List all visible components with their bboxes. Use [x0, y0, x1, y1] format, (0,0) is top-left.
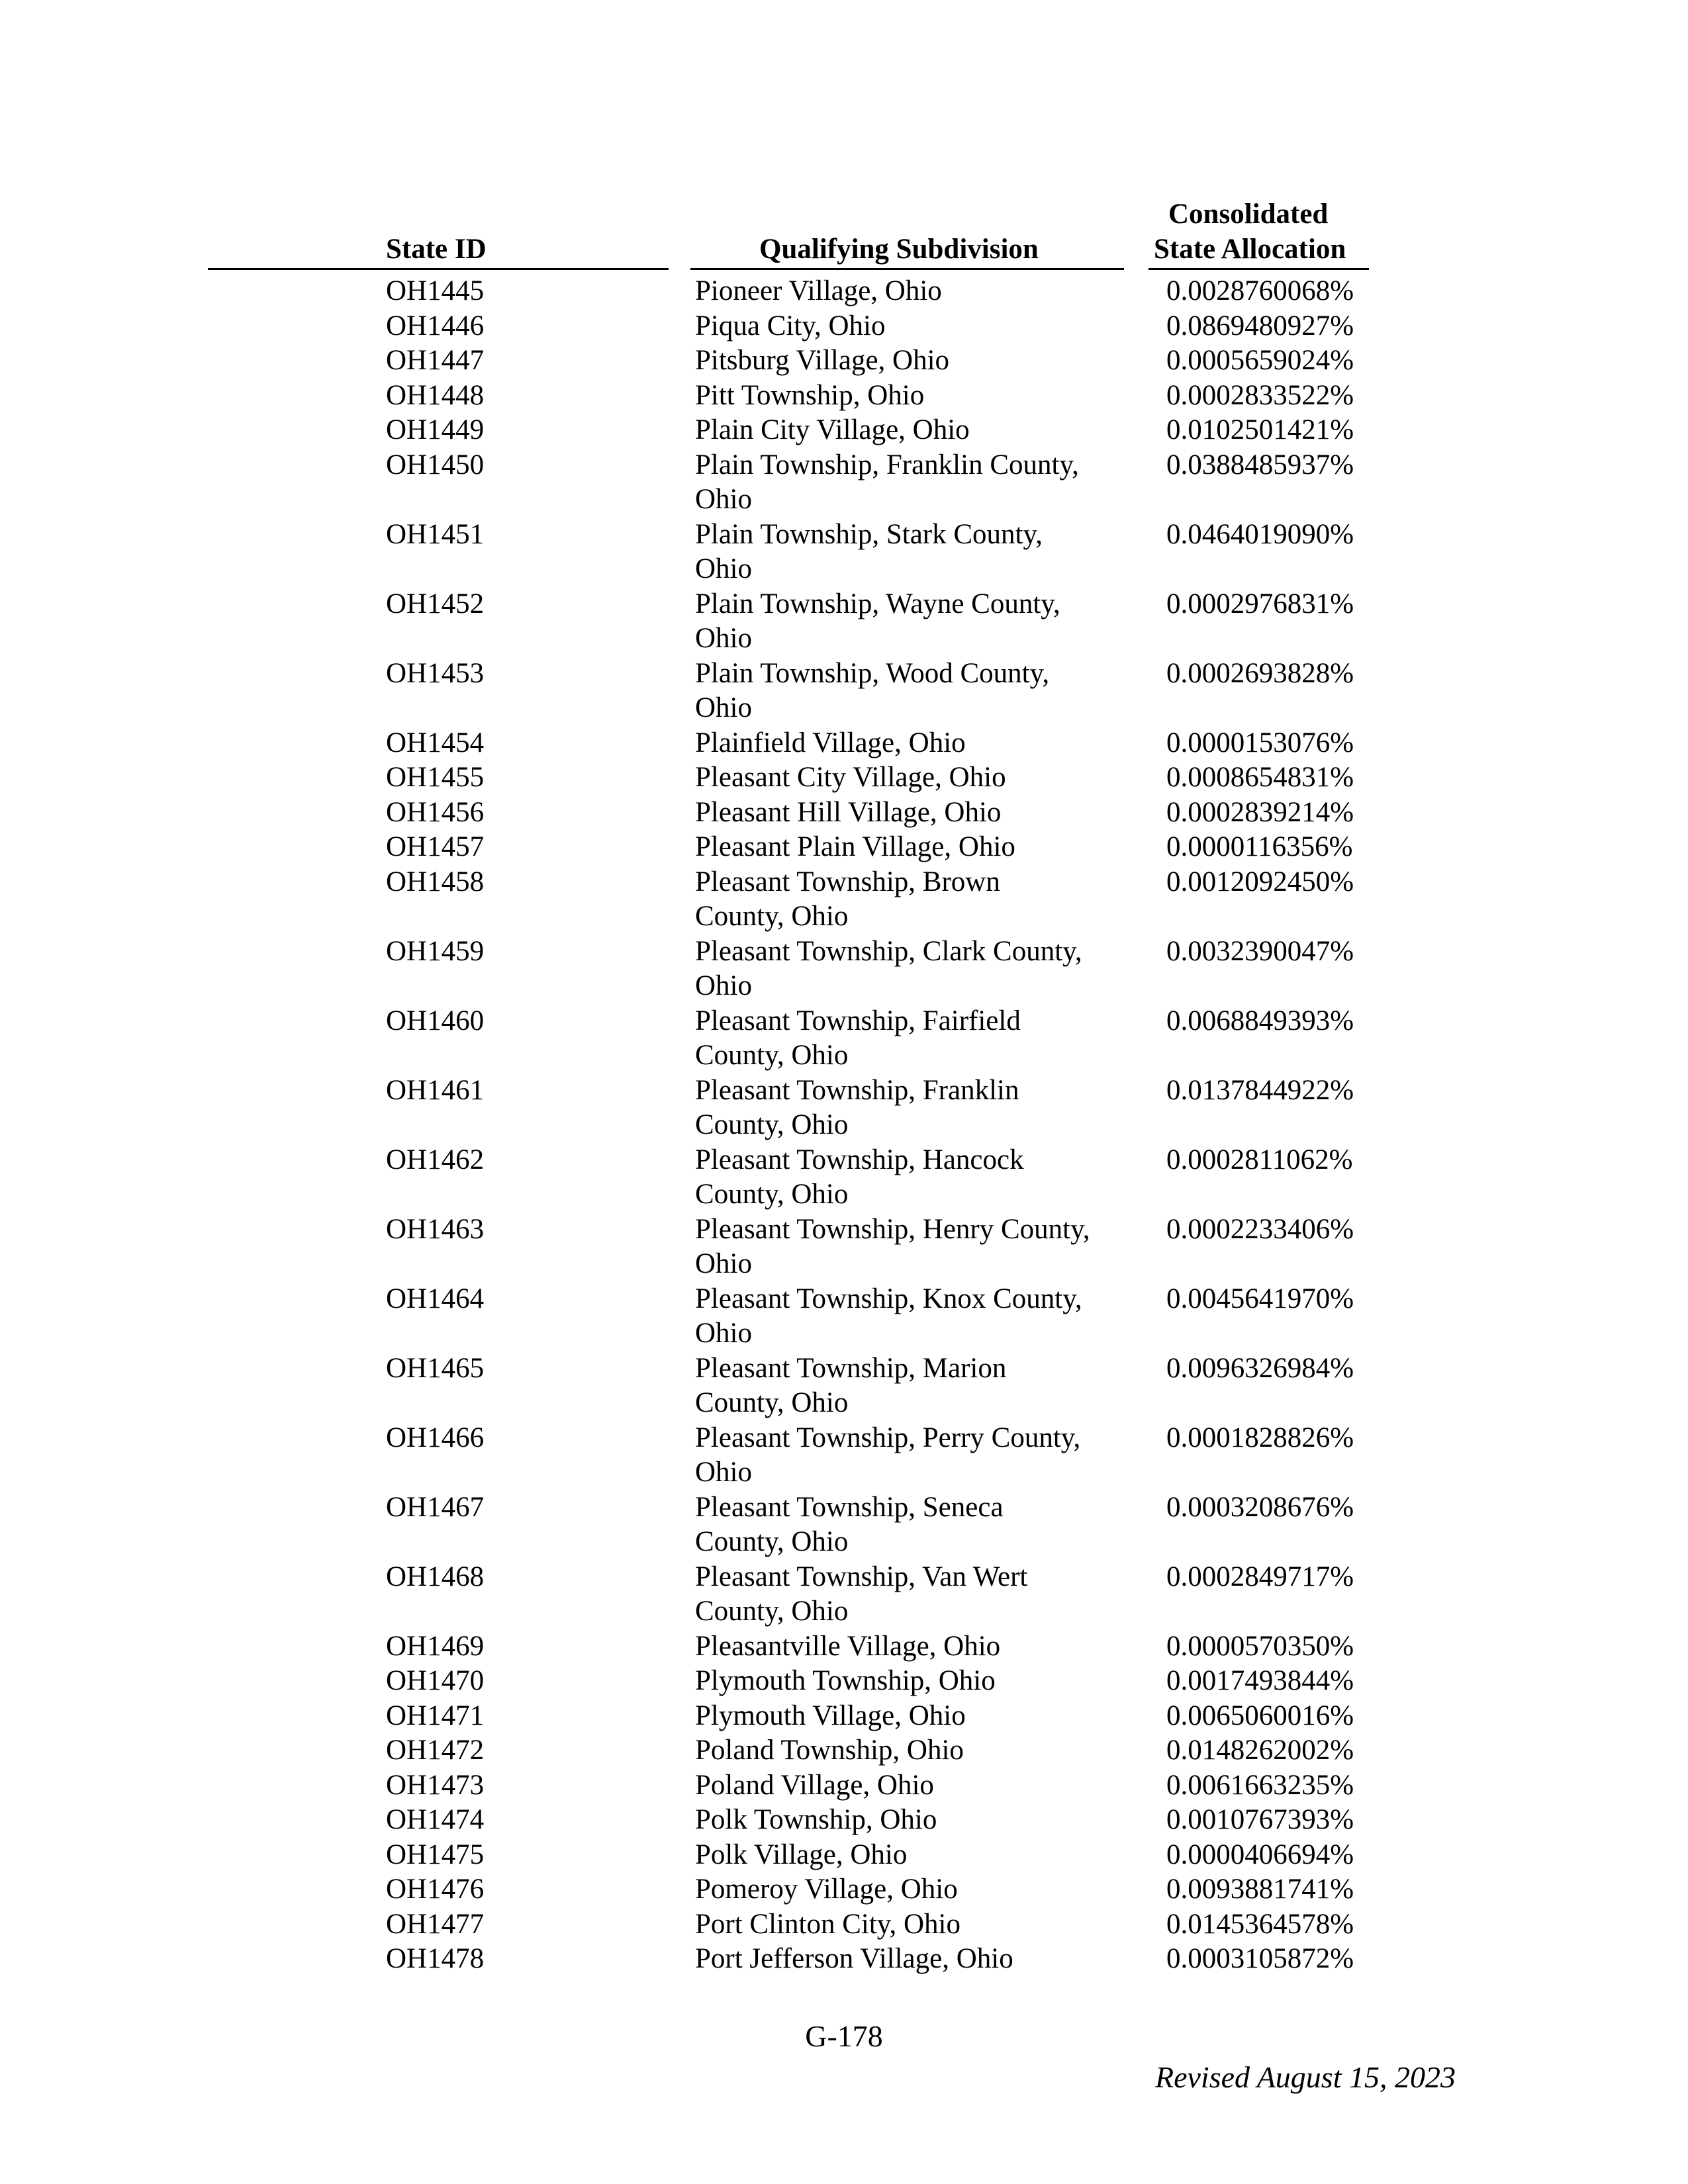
- allocation-cell: 0.0002811062%: [1166, 1144, 1353, 1175]
- state-id-cell: OH1461: [386, 1074, 485, 1106]
- allocation-cell: 0.0000116356%: [1166, 831, 1353, 862]
- subdivision-cell: Polk Township, Ohio: [695, 1804, 937, 1835]
- allocation-cell: 0.0145364578%: [1166, 1908, 1354, 1940]
- subdivision-cell: Pomeroy Village, Ohio: [695, 1874, 958, 1905]
- table-row: [0, 1351, 1688, 1421]
- state-id-cell: OH1468: [386, 1561, 485, 1592]
- table-row: [0, 1872, 1688, 1907]
- allocation-cell: 0.0008654831%: [1166, 762, 1354, 793]
- state-id-cell: OH1447: [386, 345, 485, 376]
- subdivision-cell: Plain City Village, Ohio: [695, 414, 970, 445]
- table-row: [0, 1143, 1688, 1212]
- subdivision-cell: Plain Township, Wood County, Ohio: [695, 657, 1050, 723]
- allocation-cell: 0.0002849717%: [1166, 1561, 1354, 1592]
- state-id-cell: OH1460: [386, 1005, 485, 1036]
- subdivision-cell: Pleasant City Village, Ohio: [695, 762, 1006, 793]
- allocation-cell: 0.0003105872%: [1166, 1943, 1354, 1974]
- table-row: [0, 1907, 1688, 1942]
- header-allocation-line2: State Allocation: [1154, 234, 1346, 265]
- state-id-cell: OH1448: [386, 379, 485, 411]
- subdivision-cell: Pleasant Township, Clark County, Ohio: [695, 935, 1082, 1001]
- allocation-cell: 0.0388485937%: [1166, 449, 1354, 480]
- table-row: [0, 1768, 1688, 1803]
- state-id-cell: OH1451: [386, 518, 485, 550]
- subdivision-cell: Poland Township, Ohio: [695, 1735, 964, 1766]
- state-id-cell: OH1459: [386, 935, 485, 967]
- state-id-cell: OH1472: [386, 1735, 485, 1766]
- state-id-cell: OH1466: [386, 1422, 485, 1453]
- table-row: [0, 1282, 1688, 1351]
- table-row: [0, 1699, 1688, 1734]
- table-row: [0, 1629, 1688, 1664]
- allocation-cell: 0.0012092450%: [1166, 866, 1354, 897]
- table-row: [0, 413, 1688, 448]
- state-id-cell: OH1450: [386, 449, 485, 480]
- table-row: [0, 1421, 1688, 1490]
- state-id-cell: OH1452: [386, 588, 485, 619]
- allocation-cell: 0.0005659024%: [1166, 345, 1354, 376]
- table-row: [0, 1942, 1688, 1977]
- table-row: [0, 309, 1688, 344]
- state-id-cell: OH1463: [386, 1213, 485, 1245]
- state-id-cell: OH1457: [386, 831, 485, 862]
- table-row: [0, 1733, 1688, 1768]
- table-row: [0, 830, 1688, 865]
- state-id-cell: OH1445: [386, 275, 485, 306]
- allocation-cell: 0.0869480927%: [1166, 310, 1354, 341]
- subdivision-cell: Plain Township, Wayne County, Ohio: [695, 588, 1060, 654]
- header-qualifying-subdivision: Qualifying Subdivision: [759, 234, 1039, 265]
- allocation-cell: 0.0002233406%: [1166, 1213, 1354, 1245]
- state-id-cell: OH1446: [386, 310, 485, 341]
- state-id-cell: OH1449: [386, 414, 485, 445]
- state-id-cell: OH1462: [386, 1144, 485, 1175]
- header-state-id: State ID: [386, 234, 487, 265]
- subdivision-cell: Pleasant Hill Village, Ohio: [695, 796, 1002, 828]
- subdivision-cell: Poland Village, Ohio: [695, 1769, 934, 1801]
- state-id-cell: OH1474: [386, 1804, 485, 1835]
- table-row: [0, 274, 1688, 309]
- table-row: [0, 865, 1688, 934]
- subdivision-cell: Plymouth Township, Ohio: [695, 1665, 996, 1696]
- state-id-cell: OH1465: [386, 1352, 485, 1384]
- state-id-cell: OH1454: [386, 727, 485, 758]
- state-id-cell: OH1470: [386, 1665, 485, 1696]
- allocation-cell: 0.0002976831%: [1166, 588, 1354, 619]
- table-row: [0, 934, 1688, 1004]
- subdivision-cell: Pleasant Township, Van Wert County, Ohio: [695, 1561, 1028, 1627]
- allocation-cell: 0.0010767393%: [1166, 1804, 1354, 1835]
- header-rule-state-id: [208, 268, 669, 270]
- allocation-table-body: [0, 274, 1688, 1977]
- allocation-cell: 0.0002839214%: [1166, 796, 1354, 828]
- subdivision-cell: Pleasant Township, Knox County, Ohio: [695, 1283, 1082, 1349]
- allocation-cell: 0.0137844922%: [1166, 1074, 1354, 1106]
- table-row: [0, 448, 1688, 518]
- subdivision-cell: Pleasant Township, Hancock County, Ohio: [695, 1144, 1024, 1210]
- table-row: [0, 1490, 1688, 1560]
- table-row: [0, 1073, 1688, 1143]
- allocation-cell: 0.0148262002%: [1166, 1735, 1354, 1766]
- subdivision-cell: Plain Township, Stark County, Ohio: [695, 518, 1043, 584]
- table-row: [0, 1004, 1688, 1073]
- state-id-cell: OH1477: [386, 1908, 485, 1940]
- allocation-cell: 0.0061663235%: [1166, 1769, 1354, 1801]
- subdivision-cell: Pleasant Township, Brown County, Ohio: [695, 866, 1000, 932]
- state-id-cell: OH1475: [386, 1839, 485, 1870]
- subdivision-cell: Pleasant Township, Perry County, Ohio: [695, 1422, 1081, 1488]
- allocation-cell: 0.0045641970%: [1166, 1283, 1354, 1314]
- page-number: G-178: [805, 2019, 883, 2053]
- state-id-cell: OH1471: [386, 1700, 485, 1731]
- subdivision-cell: Polk Village, Ohio: [695, 1839, 908, 1870]
- subdivision-cell: Pleasant Township, Franklin County, Ohio: [695, 1074, 1019, 1140]
- allocation-cell: 0.0096326984%: [1166, 1352, 1354, 1384]
- subdivision-cell: Pitsburg Village, Ohio: [695, 345, 950, 376]
- table-row: [0, 726, 1688, 761]
- subdivision-cell: Plain Township, Franklin County, Ohio: [695, 449, 1079, 515]
- allocation-cell: 0.0102501421%: [1166, 414, 1354, 445]
- subdivision-cell: Pitt Township, Ohio: [695, 379, 925, 411]
- allocation-cell: 0.0000570350%: [1166, 1630, 1354, 1662]
- subdivision-cell: Piqua City, Ohio: [695, 310, 886, 341]
- header-allocation-line1: Consolidated: [1168, 199, 1329, 230]
- allocation-cell: 0.0032390047%: [1166, 935, 1354, 967]
- state-id-cell: OH1464: [386, 1283, 485, 1314]
- allocation-cell: 0.0001828826%: [1166, 1422, 1354, 1453]
- subdivision-cell: Plymouth Village, Ohio: [695, 1700, 966, 1731]
- subdivision-cell: Port Clinton City, Ohio: [695, 1908, 961, 1940]
- allocation-cell: 0.0017493844%: [1166, 1665, 1354, 1696]
- allocation-cell: 0.0002693828%: [1166, 657, 1354, 689]
- allocation-cell: 0.0000153076%: [1166, 727, 1354, 758]
- state-id-cell: OH1458: [386, 866, 485, 897]
- subdivision-cell: Pioneer Village, Ohio: [695, 275, 942, 306]
- allocation-cell: 0.0068849393%: [1166, 1005, 1354, 1036]
- subdivision-cell: Pleasant Township, Henry County, Ohio: [695, 1213, 1090, 1279]
- table-row: [0, 379, 1688, 414]
- table-row: [0, 657, 1688, 726]
- table-row: [0, 518, 1688, 587]
- allocation-cell: 0.0028760068%: [1166, 275, 1354, 306]
- allocation-cell: 0.0002833522%: [1166, 379, 1354, 411]
- subdivision-cell: Pleasant Township, Seneca County, Ohio: [695, 1491, 1004, 1557]
- state-id-cell: OH1476: [386, 1874, 485, 1905]
- table-row: [0, 343, 1688, 379]
- table-row: [0, 587, 1688, 657]
- allocation-cell: 0.0464019090%: [1166, 518, 1354, 550]
- revision-date: Revised August 15, 2023: [1155, 2060, 1456, 2094]
- state-id-cell: OH1455: [386, 762, 485, 793]
- subdivision-cell: Port Jefferson Village, Ohio: [695, 1943, 1013, 1974]
- state-id-cell: OH1469: [386, 1630, 485, 1662]
- table-row: [0, 1664, 1688, 1699]
- allocation-cell: 0.0065060016%: [1166, 1700, 1354, 1731]
- state-id-cell: OH1453: [386, 657, 485, 689]
- table-row: [0, 760, 1688, 796]
- subdivision-cell: Plainfield Village, Ohio: [695, 727, 966, 758]
- subdivision-cell: Pleasant Township, Fairfield County, Ohio: [695, 1005, 1021, 1071]
- header-rule-allocation: [1149, 268, 1369, 270]
- table-row: [0, 1212, 1688, 1282]
- subdivision-cell: Pleasantville Village, Ohio: [695, 1630, 1001, 1662]
- subdivision-cell: Pleasant Township, Marion County, Ohio: [695, 1352, 1007, 1418]
- header-rule-subdivision: [690, 268, 1124, 270]
- subdivision-cell: Pleasant Plain Village, Ohio: [695, 831, 1015, 862]
- allocation-cell: 0.0003208676%: [1166, 1491, 1354, 1523]
- allocation-cell: 0.0000406694%: [1166, 1839, 1354, 1870]
- allocation-cell: 0.0093881741%: [1166, 1874, 1354, 1905]
- state-id-cell: OH1478: [386, 1943, 485, 1974]
- table-row: [0, 1803, 1688, 1838]
- state-id-cell: OH1473: [386, 1769, 485, 1801]
- table-row: [0, 796, 1688, 831]
- table-row: [0, 1560, 1688, 1629]
- table-row: [0, 1838, 1688, 1873]
- state-id-cell: OH1467: [386, 1491, 485, 1523]
- state-id-cell: OH1456: [386, 796, 485, 828]
